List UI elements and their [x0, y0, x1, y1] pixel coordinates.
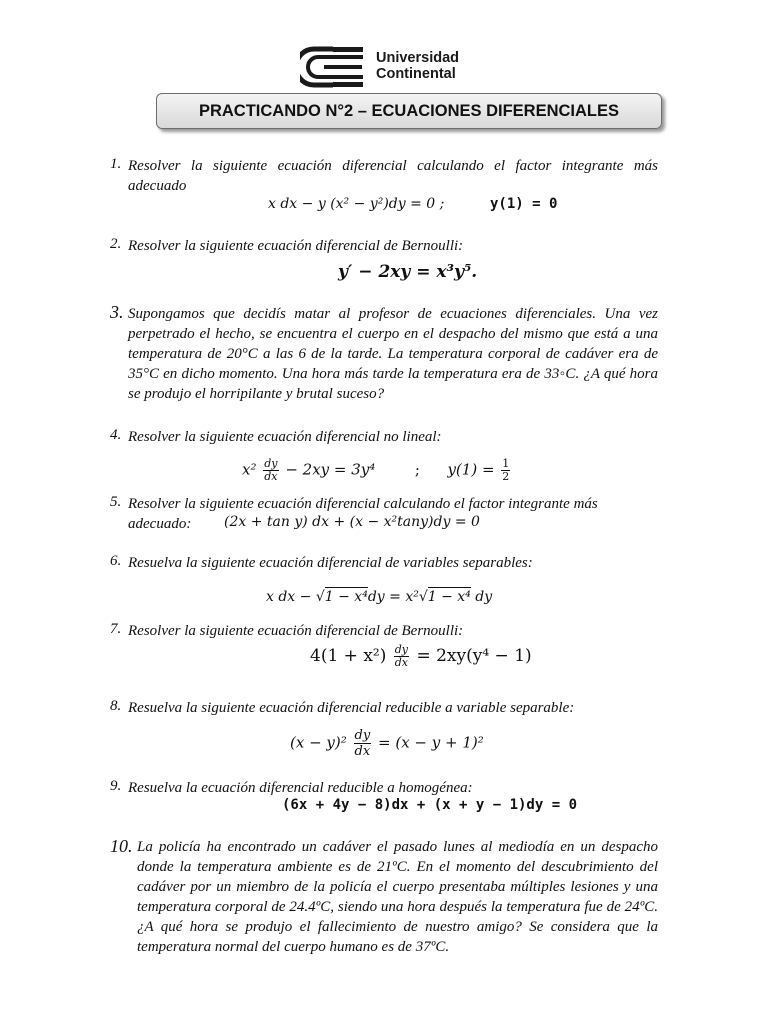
problem-equation: y′ − 2xy = x³y⁵.	[338, 262, 478, 282]
problem-number: 8.	[110, 698, 122, 714]
equation-term: 4(1 + x²)	[310, 646, 387, 666]
university-name-line2: Continental	[376, 66, 456, 82]
university-name-line1: Universidad	[376, 50, 459, 66]
problem-text: Resolver la siguiente ecuación diferencial no lineal:	[128, 429, 442, 445]
problem-text: Resuelva la ecuación diferencial reducible a homogénea:	[128, 780, 473, 796]
problem-text: Resolver la siguiente ecuación diferencial calculando el factor integrante más adecuado	[128, 158, 658, 194]
problem-text: Resuelva la siguiente ecuación diferencial de variables separables:	[128, 555, 533, 571]
fraction	[354, 728, 372, 759]
fraction	[263, 458, 278, 483]
sqrt-icon: √	[315, 589, 325, 605]
equation-term: dy = x²	[367, 589, 419, 605]
university-name	[376, 50, 459, 82]
equation-term: x dx −	[266, 589, 312, 605]
title-banner	[156, 93, 662, 129]
equation-separator: ;	[414, 460, 420, 479]
problem-text: Resuelva la siguiente ecuación diferencial reducible a variable separable:	[128, 700, 575, 716]
problem-number: 9.	[110, 778, 122, 794]
problem-text: Supongamos que decidís matar al profesor de ecuaciones diferenciales. Una vez perpetrado el hecho, se encuentra el cuerpo en el despacho del mismo que está a una temperatura de 20°C a las 6 de la tarde. La temperatura corporal de cadáver era de 35°C en dicho momento. Una hora más tarde la temperatura era de 33◦C. ¿A qué hora se produjo el horripilante y brutal suceso?	[128, 306, 658, 402]
problem-equation	[266, 589, 492, 605]
fraction-denominator: 2	[502, 470, 510, 483]
problem-number: 4.	[110, 427, 122, 443]
problem-condition: y(1) = 0	[490, 196, 558, 212]
equation-condition: y(1) =	[447, 460, 495, 479]
equation-term: − 2xy = 3y⁴	[285, 460, 376, 479]
sqrt-icon: √	[418, 589, 428, 605]
problem-number: 10.	[110, 836, 133, 856]
fraction	[394, 644, 409, 669]
page-title: PRACTICANDO N°2 – ECUACIONES DIFERENCIALES	[198, 101, 620, 120]
fraction-denominator: dx	[354, 744, 371, 759]
problem-text: Resolver la siguiente ecuación diferencial calculando el factor integrante más	[128, 496, 598, 512]
equation-term: = 2xy(y⁴ − 1)	[416, 646, 532, 666]
problem-text: Resolver la siguiente ecuación diferencial de Bernoulli:	[128, 623, 464, 639]
problem-equation: (6x + 4y − 8)dx + (x + y − 1)dy = 0	[282, 797, 578, 813]
problem-equation	[242, 458, 512, 483]
problem-equation	[290, 728, 484, 759]
problem-number: 3.	[110, 302, 124, 322]
radicand: 1 − x⁴	[427, 589, 471, 605]
radicand: 1 − x⁴	[324, 589, 368, 605]
problem-number: 2.	[110, 236, 122, 252]
university-logo-icon	[300, 46, 366, 88]
problem-equation: x dx − y (x² − y²)dy = 0 ;	[268, 196, 445, 212]
equation-term: dy	[475, 589, 493, 605]
problem-text-continued: adecuado:	[128, 516, 192, 532]
problem-number: 1.	[110, 156, 122, 172]
university-logo	[300, 46, 480, 88]
problem-number: 5.	[110, 494, 122, 510]
fraction-numerator: dy	[394, 643, 409, 656]
problem-equation	[310, 644, 532, 669]
equation-term: x²	[242, 460, 257, 479]
fraction-numerator: 1	[502, 457, 510, 470]
fraction	[501, 458, 510, 483]
equation-term: (x − y)²	[290, 733, 347, 752]
problem-text: La policía ha encontrado un cadáver el pasado lunes al mediodía en un despacho donde la temperatura ambiente es de 21ºC. En el momento del descubrimiento del cadáver por un miembro de la policía el cuerpo presentaba múltiples lesiones y una temperatura corporal de 24.4ºC, siendo una hora después la temperatura fue de 24ºC. ¿A qué hora se produjo el fallecimiento de nuestro amigo? Se considera que la temperatura normal del cuerpo humano es de 37ºC.	[137, 839, 658, 955]
fraction-numerator: dy	[354, 728, 371, 743]
problem-number: 6.	[110, 553, 122, 569]
fraction-numerator: dy	[264, 457, 278, 470]
problem-number: 7.	[110, 621, 122, 637]
problem-equation: (2x + tan y) dx + (x − x²tany)dy = 0	[224, 514, 480, 530]
problem-text: Resolver la siguiente ecuación diferencial de Bernoulli:	[128, 238, 464, 254]
equation-term: = (x − y + 1)²	[378, 733, 484, 752]
fraction-denominator: dx	[394, 656, 409, 669]
fraction-denominator: dx	[264, 470, 278, 483]
